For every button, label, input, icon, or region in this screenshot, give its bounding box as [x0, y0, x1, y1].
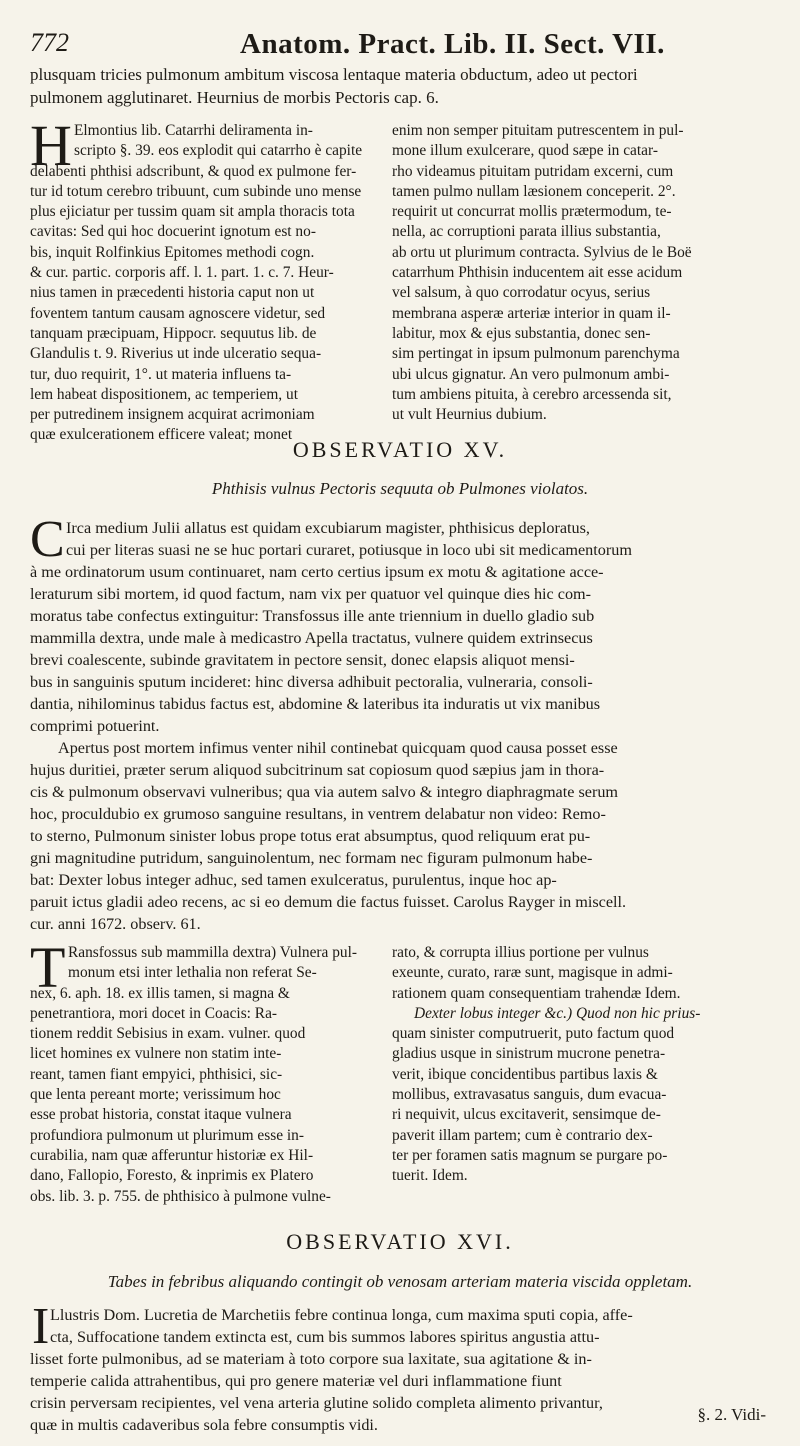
text-line: quæ exulcerationem efficere valeat; monet [30, 426, 293, 444]
text-line: hoc, proculdubio ex grumoso sanguine resultans, in ventrem delabatur non video: Remo- [30, 805, 606, 823]
text-line: Elmontius lib. Catarrhi deliramenta in- [74, 122, 313, 139]
text-line: cui per literas suasi ne se huc portari curaret, potiusque in loco ubi sit medicamentorum [66, 541, 632, 559]
text-line: quam sinister computruerit, puto factum quod [392, 1025, 675, 1043]
text-line: tuerit. Idem. [392, 1167, 468, 1185]
running-title: Anatom. Pract. Lib. II. Sect. VII. [240, 28, 665, 60]
text-line: Dexter lobus integer &c.) Quod non hic prius- [414, 1004, 701, 1022]
text-line: hujus duritiei, præter serum aliquod subcitrinum sat copiosum quod sæpius jam in thora- [30, 761, 605, 779]
text-line: monum etsi inter lethalia non referat Se- [68, 964, 317, 982]
text-line: brevi coalescente, subinde gravitatem in pectore sensit, donec elapsis aliquot mensi- [30, 651, 575, 669]
text-line: temperie calida attrahentibus, qui pro genere materiæ vel duri inflammatione fiunt [30, 1372, 562, 1390]
text-line: cavitas: Sed qui hoc docuerint ignotum est no- [30, 223, 316, 241]
text-line: membrana asperæ arteriæ interior in quam il- [392, 304, 671, 322]
text-line: quæ in multis cadaveribus sola febre consumptis vidi. [30, 1416, 378, 1434]
scholium-1-right-column [392, 121, 772, 425]
text-line: comprimi potuerint. [30, 717, 160, 735]
text-line: bat: Dexter lobus integer adhuc, sed tamen exulceratus, purulentus, inque hoc ap- [30, 871, 557, 889]
text-line: mone illum exulcerare, quod sæpe in catar- [392, 142, 658, 160]
text-line: que lenta pereant morte; verissimum hoc [30, 1086, 281, 1104]
text-line: reant, tamen fiant empyici, phthisici, sic- [30, 1065, 283, 1083]
text-line: scripto §. 39. eos explodit qui catarrho è capite [74, 142, 363, 160]
text-line: moratus tabe confectus extinguitur: Transfossus ille ante triennium in duello gladio sub [30, 607, 595, 625]
text-line: rato, & corrupta illius portione per vulnus [392, 944, 649, 961]
text-line: gni magnitudine putridum, sanguinolentum, nec formam nec figuram pulmonum habe- [30, 849, 593, 867]
text-line: tanquam præcipuam, Hippocr. sequutus lib. de [30, 324, 317, 342]
text-line: vel salsum, à quo corrodatur ocyus, serius [392, 284, 651, 302]
text-line: obs. lib. 3. p. 755. de phthisico à pulmone vulne- [30, 1187, 331, 1205]
drop-cap: C [30, 511, 65, 568]
text-line: enim non semper pituitam putrescentem in pul- [392, 122, 684, 139]
text-line: pulmonem agglutinaret. Heurnius de morbis Pectoris cap. 6. [30, 87, 439, 107]
text-line: labitur, mox & ejus substantia, donec sen- [392, 324, 651, 342]
text-line: tamen pulmo nullam læsionem conceperit. 2°. [392, 182, 676, 200]
text-line: Llustris Dom. Lucretia de Marchetiis febre continua longa, cum maxima sputi copia, affe- [50, 1306, 633, 1324]
text-line: dano, Fallopio, Foresto, & inprimis ex Platero [30, 1167, 314, 1185]
text-line: requirit ut concurrat mollis prætermodum, te- [392, 203, 672, 221]
text-line: cis & pulmonum observavi vulneribus; qua via autem salvo & integro diaphragmate serum [30, 783, 619, 801]
text-line: ut vult Heurnius dubium. [392, 406, 547, 424]
observation-16-paragraph [30, 1298, 770, 1436]
text-line: mammilla dextra, unde male à medicastro Apella tractatus, vulnere quidem extrinsecus [30, 629, 593, 647]
text-line: mollibus, extravasatus sanguis, dum evacua- [392, 1086, 667, 1104]
page-number: 772 [30, 28, 69, 57]
text-line: Irca medium Julii allatus est quidam excubiarum magister, phthisicus deploratus, [66, 519, 590, 537]
text-line: tionem reddit Sebisius in exam. vulner. quod [30, 1025, 306, 1043]
scholium-1-left-column [30, 113, 385, 446]
text-line: cta, Suffocatione tandem extincta est, cum bis summos labores spiritus angustia attu- [50, 1328, 600, 1346]
text-line: ter per foramen satis magnum se purgare po- [392, 1146, 668, 1164]
text-line: delabenti phthisi adscribunt, & quod ex pulmone fer- [30, 162, 357, 180]
drop-cap: I [32, 1298, 50, 1355]
text-line: to sterno, Pulmonum sinister lobus prope totus erat absumptus, quod reliquum erat pu- [30, 827, 591, 845]
text-line: tur, duo requirit, 1°. ut materia influens ta- [30, 365, 292, 383]
text-line: nex, 6. aph. 18. ex illis tamen, si magna & [30, 984, 290, 1002]
text-line: paverit illam partem; cum è contrario dex- [392, 1126, 653, 1144]
text-line: profundiora pulmonum ut plurimum esse in- [30, 1126, 305, 1144]
text-line: lem habeat dispositionem, ac temperiem, ut [30, 385, 298, 403]
text-line: bis, inquit Rolfinkius Epitomes methodi cogn. [30, 243, 315, 261]
observation-15-paragraph-2 [30, 737, 770, 935]
text-line: lisset forte pulmonibus, ad se materiam à toto corpore sua laxitate, sua agitatione & in- [30, 1350, 592, 1368]
observation-16-heading: OBSERVATIO XVI. [286, 1229, 514, 1254]
text-line: Apertus post mortem infimus venter nihil continebat quicquam quod causa posset esse [58, 739, 618, 757]
text-line: rationem quam consequentiam trahendæ Idem. [392, 984, 681, 1002]
drop-cap: T [30, 935, 66, 1000]
text-line: leraturum sibi mortem, id quod factum, nam vix per quatuor vel quinque dies hic com- [30, 585, 592, 603]
text-line: tum ambiens pituita, à cerebro arcessenda sit, [392, 385, 672, 403]
text-line: catarrhum Phthisin inducentem ait esse acidum [392, 264, 683, 282]
observation-16-subtitle: Tabes in febribus aliquando contingit ob venosam arteriam materia viscida oppletam. [107, 1272, 693, 1291]
text-line: Ransfossus sub mammilla dextra) Vulnera pul- [68, 944, 358, 961]
text-line: tur id totum cerebro tribuunt, cum subinde uno mense [30, 182, 362, 200]
observation-15-paragraph-1 [30, 511, 770, 737]
text-line: nius tamen in præcedenti historia caput non ut [30, 284, 315, 302]
text-line: curabilia, nam quæ afferuntur historiæ ex Hil- [30, 1146, 314, 1164]
text-line: paruit ictus gladii adeo recens, ac si eo demum die factus fuisset. Carolus Rayger in miscell. [30, 893, 627, 911]
text-line: bus in sanguinis sputum incideret: hinc diversa adhibuit pectoralia, vulneraria, consoli- [30, 673, 593, 691]
text-line: plus ejiciatur per tussim quam sit ampla thoracis tota [30, 203, 355, 221]
text-line: per putredinem insignem acquirat acrimoniam [30, 406, 315, 424]
drop-cap: H [30, 113, 72, 178]
text-line: foventem tantum causam agnoscere videtur, sed [30, 304, 326, 322]
catchword: §. 2. Vidi- [697, 1405, 766, 1424]
running-head [30, 28, 790, 64]
observation-15-heading: OBSERVATIO XV. [292, 437, 508, 462]
text-line: rho videamus pituitam putridam excerni, cum [392, 162, 674, 180]
text-line: ab ortu ut plurimum contracta. Sylvius de le Boë [392, 243, 692, 261]
text-line: ri nequivit, ulcus excitaverit, sensimque de- [392, 1106, 661, 1124]
text-line: gladius usque in sinistrum mucrone penetra- [392, 1045, 666, 1063]
text-line: dantia, nihilominus tabidus factus est, abdomine & lateribus ita induratis ut vix manibus [30, 695, 601, 713]
text-line: à me ordinatorum usum continuaret, nam certo certius ipsum ex motu & agitatione acce- [30, 563, 604, 581]
intro-paragraph [30, 64, 765, 109]
text-line: Glandulis t. 9. Riverius ut inde ulceratio sequa- [30, 345, 322, 363]
scholium-2-right-column [392, 943, 772, 1187]
text-line: esse probat historia, constat itaque vulnera [30, 1106, 292, 1124]
text-line: & cur. partic. corporis aff. l. 1. part. 1. c. 7. Heur- [30, 264, 334, 282]
text-line: plusquam tricies pulmonum ambitum viscosa lentaque materia obductum, adeo ut pectori [30, 65, 638, 84]
text-line: crisin perversam recipientes, vel vena arteria glutine solido completa alimento privantur, [30, 1394, 603, 1412]
text-line: penetrantiora, mori docet in Coacis: Ra- [30, 1004, 278, 1022]
scholium-2-left-column [30, 935, 385, 1207]
text-line: cur. anni 1672. observ. 61. [30, 915, 201, 933]
text-line: licet homines ex vulnere non statim inte- [30, 1045, 282, 1063]
text-line: sim pertingat in ipsum pulmonum parenchyma [392, 345, 680, 363]
observation-15-subtitle: Phthisis vulnus Pectoris sequuta ob Pulmones violatos. [211, 479, 589, 498]
text-line: verit, ibique concidentibus partibus laxis & [392, 1065, 658, 1083]
text-line: nella, ac corruptioni parata illius substantia, [392, 223, 661, 241]
text-line: ubi ulcus gignatur. An vero pulmonum ambi- [392, 365, 670, 383]
text-line: exeunte, curato, raræ sunt, magisque in admi- [392, 964, 673, 982]
